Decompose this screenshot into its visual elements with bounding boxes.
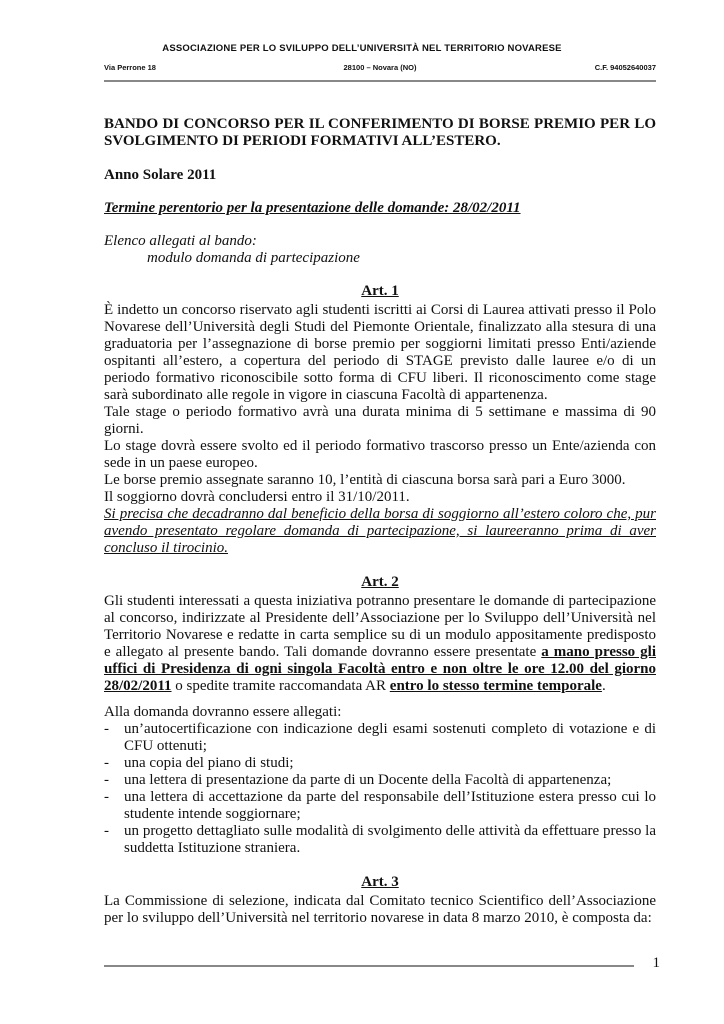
list-item: - un’autocertificazione con indicazione degli esami sostenuti completo di votazione e di CFU ottenuti; bbox=[104, 721, 656, 754]
art2-text: o spedite tramite raccomandata AR bbox=[171, 678, 390, 694]
art1-paragraph: Le borse premio assegnate saranno 10, l’entità di ciascuna borsa sarà pari a Euro 3000. bbox=[104, 472, 626, 488]
list-item-text: un’autocertificazione con indicazione degli esami sostenuti completo di votazione e di CFU ottenuti; bbox=[124, 721, 656, 754]
header-divider bbox=[104, 80, 656, 82]
art1-note: Si precisa che decadranno dal beneficio della borsa di soggiorno all’estero coloro che, pur avendo presentato regolare domanda di partecipazione, si laureeranno prima di aver concluso il tirocinio. bbox=[104, 506, 656, 556]
header-city: 28100 – Novara (NO) bbox=[343, 63, 417, 72]
document-title: BANDO DI CONCORSO PER IL CONFERIMENTO DI BORSE PREMIO PER LO SVOLGIMENTO DI PERIODI FORMATIVI ALL’ESTERO. bbox=[104, 116, 656, 149]
art1-heading: Art. 1 bbox=[361, 283, 399, 299]
deadline-line: Termine perentorio per la presentazione delle domande: 28/02/2011 bbox=[104, 200, 521, 216]
art1-paragraph: Lo stage dovrà essere svolto ed il periodo formativo trascorso presso un Ente/azienda con sede in un paese europeo. bbox=[104, 438, 656, 471]
footer-divider bbox=[104, 965, 634, 967]
document-body bbox=[104, 116, 656, 927]
art2-text: Gli studenti interessati a questa iniziativa potranno presentare le domande di partecipazione al concorso, indirizzate al Presidente dell’Associazione per lo Sviluppo dell’Università nel Territorio Novarese e redatte in carta semplice su di un modulo appositamente predisposto e allegato al presente bando. Tali domande dovranno essere presentate bbox=[104, 593, 656, 660]
art1-paragraph: È indetto un concorso riservato agli studenti iscritti ai Corsi di Laurea attivati presso il Polo Novarese dell’Università degli Studi del Piemonte Orientale, finalizzato alla stesura di una graduatoria per l’assegnazione di borse premio per soggiorni limitati presso Enti/aziende ospitanti all’estero, a copertura del periodo di STAGE previsto dalle lauree e/o di un periodo formativo riconoscibile sotto forma di CFU liberi. Il riconoscimento come stage sarà subordinato alle regole in vigore in ciascuna Facoltà di appartenenza. bbox=[104, 302, 656, 403]
list-item-text: una copia del piano di studi; bbox=[124, 755, 294, 771]
art2-heading: Art. 2 bbox=[361, 574, 399, 590]
header-org-name: ASSOCIAZIONE PER LO SVILUPPO DELL’UNIVERSITÀ NEL TERRITORIO NOVARESE bbox=[162, 43, 562, 54]
header-address: Via Perrone 18 bbox=[104, 63, 156, 72]
year-line: Anno Solare 2011 bbox=[104, 167, 217, 183]
art1-paragraph: Tale stage o periodo formativo avrà una durata minima di 5 settimane e massima di 90 giorni. bbox=[104, 404, 656, 437]
attachment-item: modulo domanda di partecipazione bbox=[147, 250, 360, 266]
art2-emphasis: a mano presso gli uffici di Presidenza di ogni singola Facoltà entro e non oltre le ore 12.00 del giorno 28/02/2011 bbox=[104, 644, 656, 694]
art2-list-intro: Alla domanda dovranno essere allegati: bbox=[104, 704, 342, 720]
list-item-text: una lettera di accettazione da parte del responsabile dell’Istituzione estera presso cui lo studente intende soggiornare; bbox=[124, 789, 656, 822]
art3-heading: Art. 3 bbox=[361, 874, 399, 890]
header-tax-code: C.F. 94052640037 bbox=[594, 63, 656, 72]
art1-paragraph: Il soggiorno dovrà concludersi entro il 31/10/2011. bbox=[104, 489, 410, 505]
header-info-row bbox=[104, 63, 656, 75]
list-item-text: un progetto dettagliato sulle modalità di svolgimento delle attività da effettuare presso la suddetta Istituzione straniera. bbox=[124, 823, 656, 856]
list-item: - una lettera di accettazione da parte del responsabile dell’Istituzione estera presso cui lo studente intende soggiornare; bbox=[104, 789, 656, 822]
art2-paragraph bbox=[104, 593, 656, 695]
list-item: - un progetto dettagliato sulle modalità di svolgimento delle attività da effettuare presso la suddetta Istituzione straniera. bbox=[104, 823, 656, 856]
art2-text: . bbox=[601, 678, 606, 694]
attachments-label: Elenco allegati al bando: bbox=[104, 233, 257, 249]
page-number: 1 bbox=[652, 955, 660, 971]
list-item: - una copia del piano di studi; bbox=[104, 755, 656, 772]
art3-paragraph: La Commissione di selezione, indicata dal Comitato tecnico Scientifico dell’Associazione per lo sviluppo dell’Università nel territorio novarese in data 8 marzo 2010, è composta da: bbox=[104, 893, 656, 926]
art2-emphasis: entro lo stesso termine temporale bbox=[389, 678, 602, 694]
list-item-text: una lettera di presentazione da parte di un Docente della Facoltà di appartenenza; bbox=[124, 772, 612, 788]
list-item: - una lettera di presentazione da parte di un Docente della Facoltà di appartenenza; bbox=[104, 772, 656, 789]
